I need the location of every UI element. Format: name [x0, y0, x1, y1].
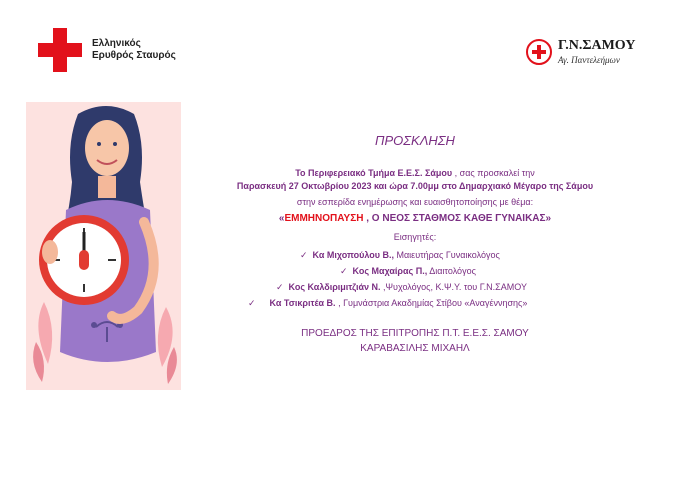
speaker-item	[276, 282, 527, 293]
speaker-role: Μαιευτήρας Γυναικολόγος	[393, 250, 500, 260]
hospital-logo	[526, 38, 635, 66]
woman-clock-illustration	[26, 102, 181, 390]
topic-rest: , Ο ΝΕΟΣ ΣΤΑΘΜΟΣ ΚΑΘΕ ΓΥΝΑΙΚΑΣ»	[363, 213, 552, 224]
logo-line-1: Ελληνικός	[92, 38, 141, 49]
speaker-item	[340, 266, 476, 277]
speaker-name: Κα Μιχοπούλου Β.,	[312, 250, 394, 260]
check-icon: ✓	[276, 282, 284, 292]
speaker-name: Κος Μαχαίρας Π.,	[352, 266, 428, 276]
invitation-title: ΠΡΟΣΚΛΗΣΗ	[375, 133, 455, 148]
president-title: ΠΡΟΕΔΡΟΣ ΤΗΣ ΕΠΙΤΡΟΠΗΣ Π.Τ. Ε.Ε.Σ. ΣΑΜΟΥ	[301, 328, 529, 339]
organizer-name: Το Περιφερειακό Τμήμα Ε.Ε.Σ. Σάμου	[295, 168, 453, 178]
check-icon: ✓	[248, 298, 256, 308]
speaker-role: , Γυμνάστρια Ακαδημίας Στίβου «Αναγέννησης»	[335, 298, 528, 308]
president-signature	[190, 326, 640, 356]
hospital-name: Γ.Ν.ΣΑΜΟΥ	[558, 38, 636, 53]
event-description: στην εσπερίδα ενημέρωσης και ευαισθητοποίησης με θέμα:	[296, 197, 534, 207]
event-topic	[190, 213, 640, 224]
topic-open-quote: «	[278, 213, 285, 224]
invitation-line-1-rest: , σας προσκαλεί την	[452, 168, 535, 178]
speaker-role: ,Ψυχολόγος, Κ.Ψ.Υ. του Γ.Ν.ΣΑΜΟΥ	[380, 282, 527, 292]
speaker-name: Κα Τσικριτέα Β.	[269, 298, 336, 308]
red-cross-logo	[38, 28, 176, 72]
speaker-name: Κος Καλδιριμιτζιάν Ν.	[288, 282, 381, 292]
check-icon: ✓	[300, 250, 308, 260]
president-name: ΚΑΡΑΒΑΣΙΛΗΣ ΜΙΧΑΗΛ	[360, 343, 470, 354]
speaker-item	[248, 298, 527, 309]
speaker-item	[300, 250, 500, 261]
hospital-cross-icon	[526, 39, 552, 65]
check-icon: ✓	[340, 266, 348, 276]
red-cross-logo-text	[92, 38, 176, 62]
illustration-svg	[26, 102, 181, 390]
red-cross-icon	[38, 28, 82, 72]
topic-highlight: ΕΜΜΗΝΟΠΑΥΣΗ	[284, 213, 364, 224]
speaker-role: Διαιτολόγος	[427, 266, 476, 276]
event-datetime: Παρασκευή 27 Οκτωβρίου 2023 και ώρα 7.00μμ στο Δημαρχιακό Μέγαρο της Σάμου	[236, 181, 594, 191]
hospital-subtitle: Αγ. Παντελεήμων	[558, 55, 620, 65]
invitation-line-1	[190, 168, 640, 178]
logo-line-2: Ερυθρός Σταυρός	[92, 50, 176, 61]
speakers-label: Εισηγητές:	[393, 232, 437, 242]
